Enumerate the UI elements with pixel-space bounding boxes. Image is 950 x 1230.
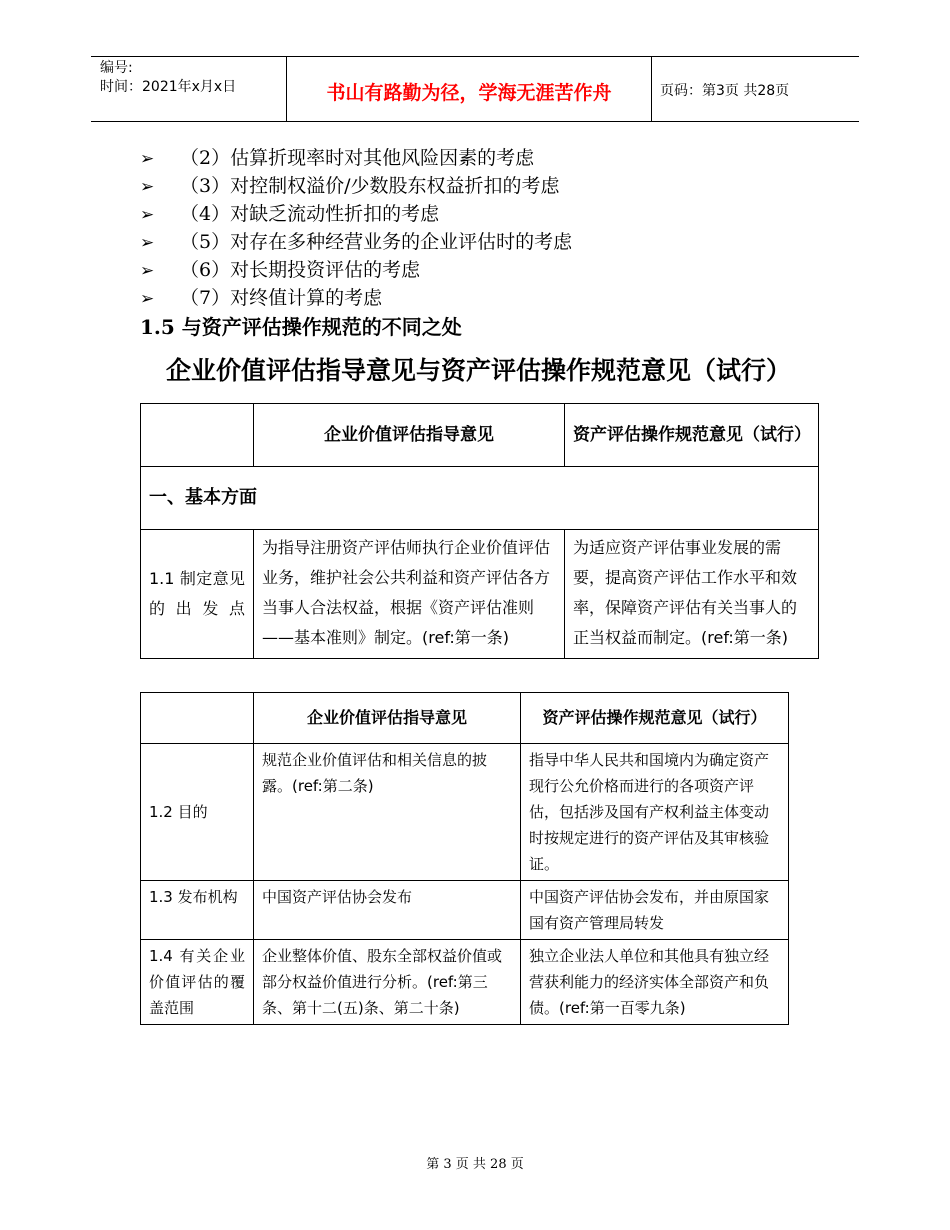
table-cell: 独立企业法人单位和其他具有独立经营获利能力的经济实体全部资产和负债。(ref:第一百零九条) bbox=[521, 940, 789, 1025]
table-cell: 中国资产评估协会发布 bbox=[254, 881, 521, 940]
list-item-text: （5）对存在多种经营业务的企业评估时的考虑 bbox=[180, 231, 573, 253]
table-row-label: 1.1 制定意见的出发点 bbox=[141, 530, 254, 659]
table-header-cell-blank bbox=[141, 404, 254, 467]
table-header-row bbox=[141, 404, 819, 467]
list-item-text: （6）对长期投资评估的考虑 bbox=[180, 259, 421, 281]
header-motto: 书山有路勤为径，学海无涯苦作舟 bbox=[326, 82, 612, 104]
table-cell: 中国资产评估协会发布，并由原国家国有资产管理局转发 bbox=[521, 881, 789, 940]
table-title: 企业价值评估指导意见与资产评估操作规范意见（试行） bbox=[165, 356, 791, 385]
header-top-rule bbox=[91, 56, 859, 57]
table-header-cell-blank bbox=[141, 693, 254, 744]
header-time-label: 时间：2021年x月x日 bbox=[100, 79, 237, 95]
arrow-bullet-icon: ➢ bbox=[140, 205, 155, 225]
header-page-label: 页码：第3页 共28页 bbox=[660, 83, 790, 99]
list-item bbox=[140, 256, 572, 284]
list-item-text: （3）对控制权溢价/少数股东权益折扣的考虑 bbox=[180, 175, 560, 197]
header-divider bbox=[286, 56, 287, 122]
table-row bbox=[141, 881, 789, 940]
table-cell: 为指导注册资产评估师执行企业价值评估业务，维护社会公共利益和资产评估各方当事人合法权益，根据《资产评估准则——基本准则》制定。(ref:第一条) bbox=[254, 530, 565, 659]
table-header-cell: 企业价值评估指导意见 bbox=[254, 404, 565, 467]
comparison-table-1 bbox=[140, 403, 819, 659]
comparison-table-2 bbox=[140, 692, 789, 1025]
table-row bbox=[141, 530, 819, 659]
table-header-cell: 企业价值评估指导意见 bbox=[254, 693, 521, 744]
bullet-list bbox=[140, 144, 572, 312]
arrow-bullet-icon: ➢ bbox=[140, 149, 155, 169]
arrow-bullet-icon: ➢ bbox=[140, 261, 155, 281]
table-section-label: 一、基本方面 bbox=[141, 467, 819, 530]
arrow-bullet-icon: ➢ bbox=[140, 289, 155, 309]
table-header-row bbox=[141, 693, 789, 744]
section-heading: 1.5 与资产评估操作规范的不同之处 bbox=[140, 315, 462, 339]
table-row-label: 1.2 目的 bbox=[141, 744, 254, 881]
list-item bbox=[140, 284, 572, 312]
header-number-label: 编号: bbox=[100, 60, 133, 76]
page-footer: 第 3 页 共 28 页 bbox=[426, 1157, 524, 1172]
table-section-row bbox=[141, 467, 819, 530]
list-item bbox=[140, 200, 572, 228]
list-item bbox=[140, 228, 572, 256]
table-row-label: 1.3 发布机构 bbox=[141, 881, 254, 940]
table-cell: 企业整体价值、股东全部权益价值或部分权益价值进行分析。(ref:第三条、第十二(五)条、第二十条) bbox=[254, 940, 521, 1025]
arrow-bullet-icon: ➢ bbox=[140, 177, 155, 197]
table-header-cell: 资产评估操作规范意见（试行） bbox=[565, 404, 819, 467]
table-cell: 为适应资产评估事业发展的需要，提高资产评估工作水平和效率，保障资产评估有关当事人的正当权益而制定。(ref:第一条) bbox=[565, 530, 819, 659]
table-cell: 规范企业价值评估和相关信息的披露。(ref:第二条) bbox=[254, 744, 521, 881]
list-item-text: （7）对终值计算的考虑 bbox=[180, 287, 383, 309]
table-row-label: 1.4 有关企业价值评估的覆盖范围 bbox=[141, 940, 254, 1025]
list-item-text: （2）估算折现率时对其他风险因素的考虑 bbox=[180, 147, 535, 169]
list-item bbox=[140, 172, 572, 200]
header-bottom-rule bbox=[91, 121, 859, 122]
table-row bbox=[141, 744, 789, 881]
table-row bbox=[141, 940, 789, 1025]
table-cell: 指导中华人民共和国境内为确定资产现行公允价格而进行的各项资产评估，包括涉及国有产权利益主体变动时按规定进行的资产评估及其审核验证。 bbox=[521, 744, 789, 881]
table-header-cell: 资产评估操作规范意见（试行） bbox=[521, 693, 789, 744]
list-item-text: （4）对缺乏流动性折扣的考虑 bbox=[180, 203, 440, 225]
list-item bbox=[140, 144, 572, 172]
arrow-bullet-icon: ➢ bbox=[140, 233, 155, 253]
header-divider bbox=[651, 56, 652, 122]
